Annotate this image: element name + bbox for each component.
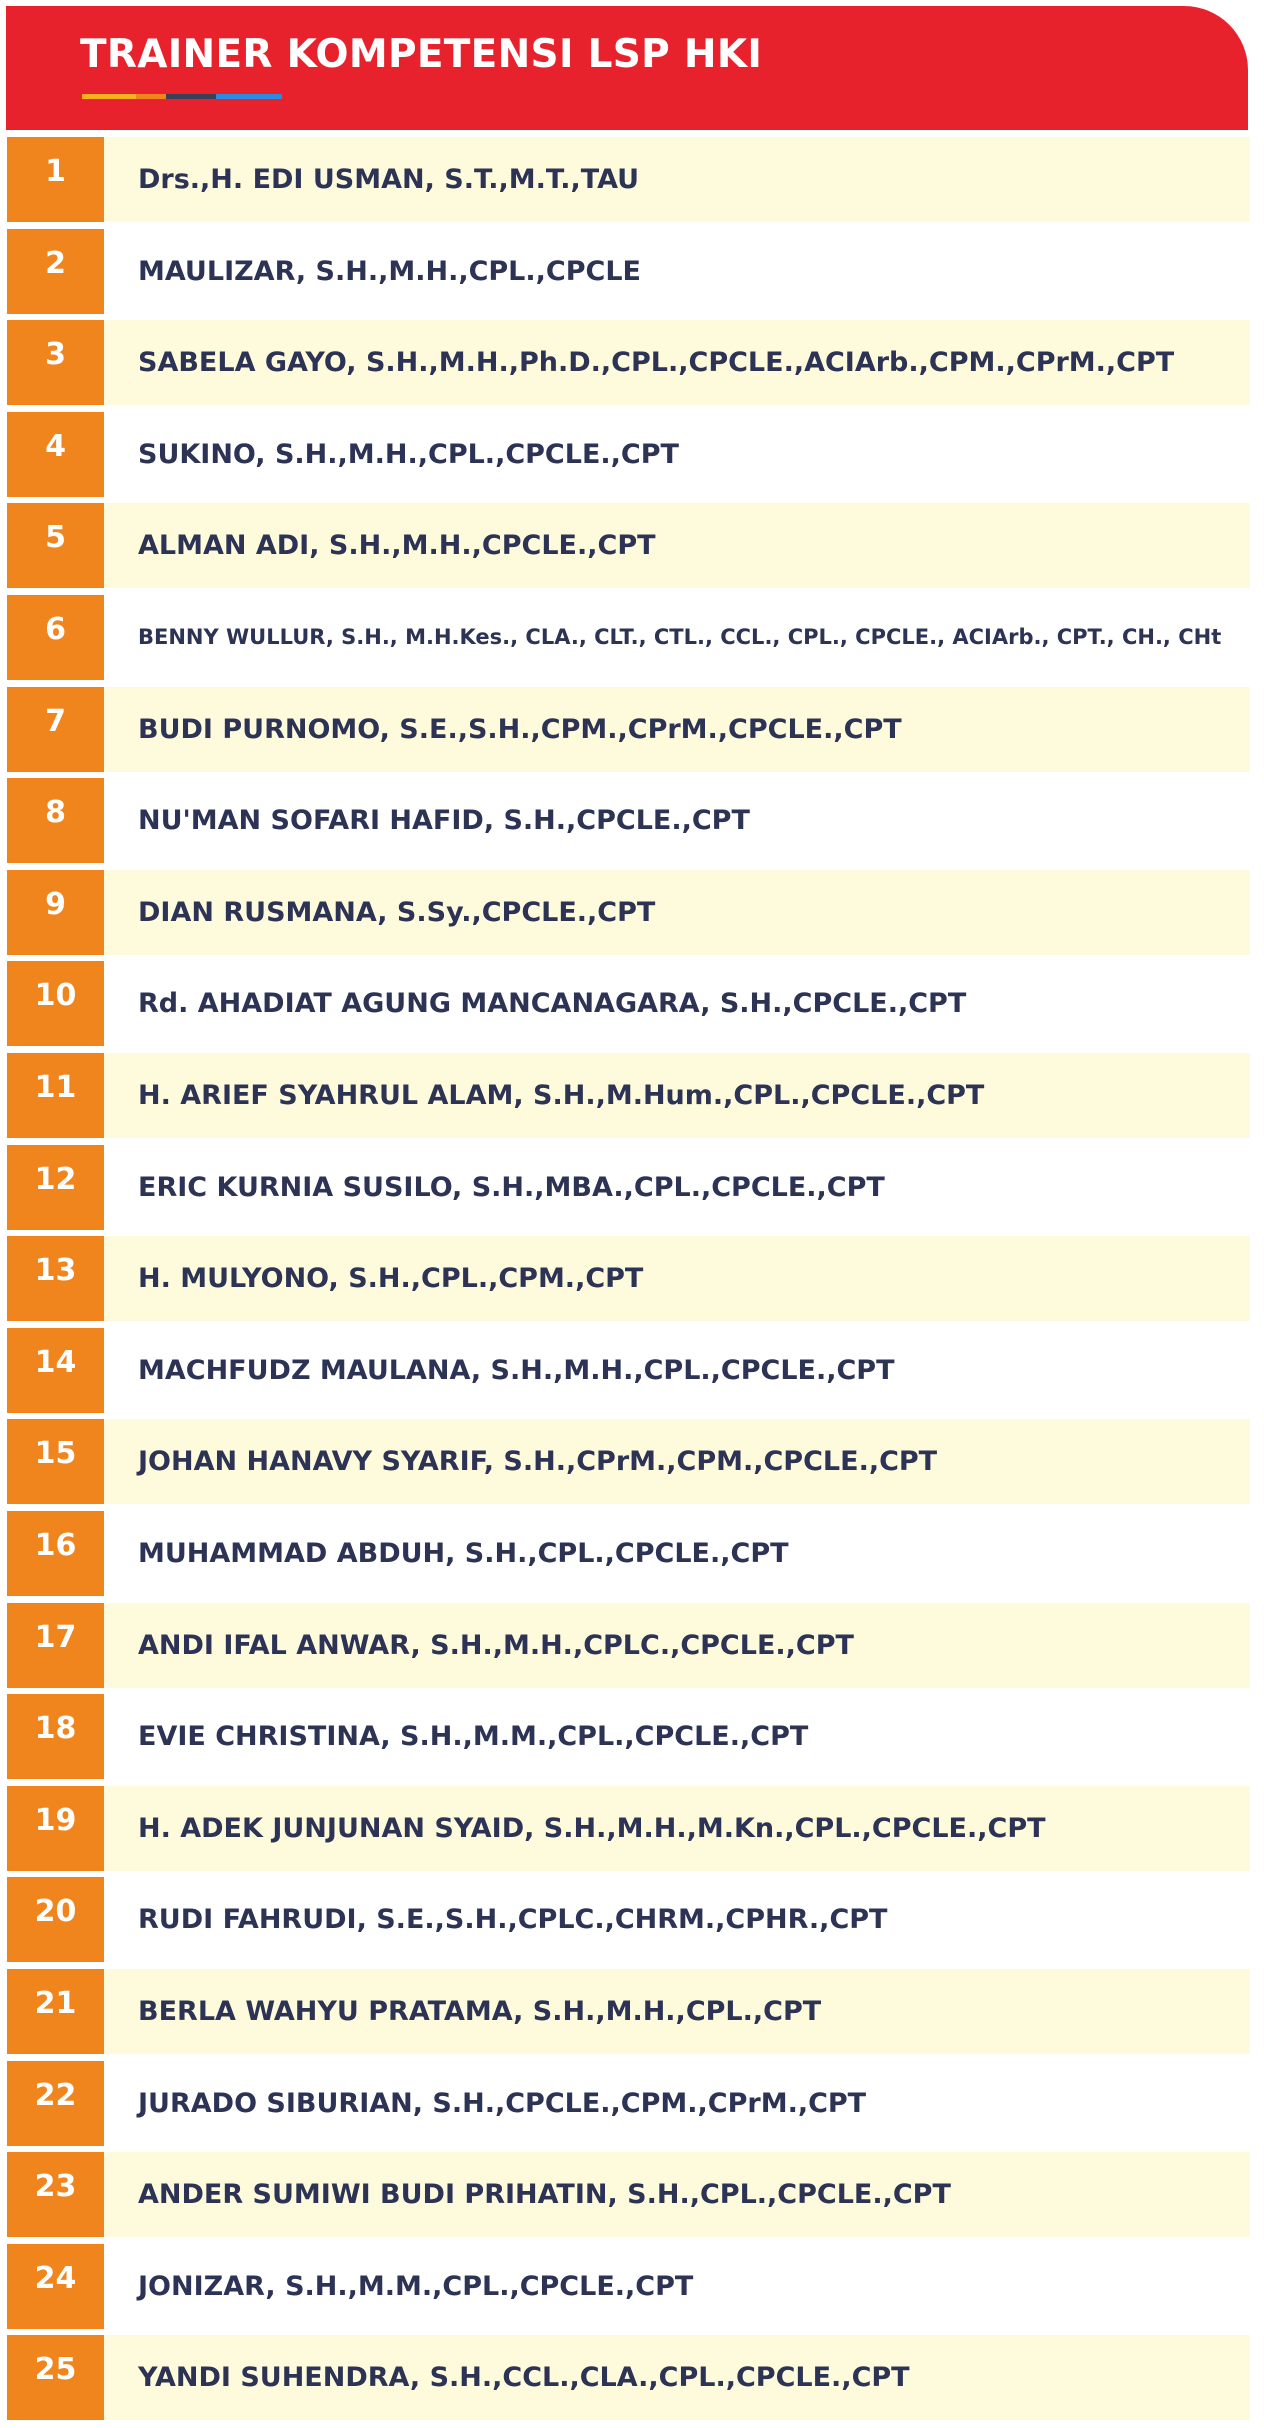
row-number: 6 — [7, 595, 104, 680]
trainer-name: ANDI IFAL ANWAR, S.H.,M.H.,CPLC.,CPCLE.,CPT — [138, 1630, 854, 1661]
trainer-name: NU'MAN SOFARI HAFID, S.H.,CPCLE.,CPT — [138, 805, 750, 836]
list-item — [0, 961, 1264, 1046]
row-number: 17 — [7, 1603, 104, 1688]
list-item — [0, 1969, 1264, 2054]
list-item — [0, 412, 1264, 497]
row-number: 8 — [7, 778, 104, 863]
row-number: 15 — [7, 1419, 104, 1504]
row-number: 19 — [7, 1786, 104, 1871]
trainer-name: DIAN RUSMANA, S.Sy.,CPCLE.,CPT — [138, 897, 656, 928]
trainer-name: BENNY WULLUR, S.H., M.H.Kes., CLA., CLT., CTL., CCL., CPL., CPCLE., ACIArb., CPT., CH., CHt — [138, 625, 1222, 649]
trainer-name: Rd. AHADIAT AGUNG MANCANAGARA, S.H.,CPCLE.,CPT — [138, 988, 967, 1019]
row-number: 22 — [7, 2061, 104, 2146]
list-item — [0, 1145, 1264, 1230]
row-number: 11 — [7, 1053, 104, 1138]
row-number: 14 — [7, 1328, 104, 1413]
list-item — [0, 1603, 1264, 1688]
row-number: 12 — [7, 1145, 104, 1230]
list-item — [0, 2244, 1264, 2329]
row-number: 10 — [7, 961, 104, 1046]
row-number: 23 — [7, 2152, 104, 2237]
trainer-name: MACHFUDZ MAULANA, S.H.,M.H.,CPL.,CPCLE.,CPT — [138, 1355, 895, 1386]
trainer-name: YANDI SUHENDRA, S.H.,CCL.,CLA.,CPL.,CPCLE.,CPT — [138, 2362, 910, 2393]
trainer-name: H. MULYONO, S.H.,CPL.,CPM.,CPT — [138, 1263, 644, 1294]
trainer-name: ANDER SUMIWI BUDI PRIHATIN, S.H.,CPL.,CPCLE.,CPT — [138, 2179, 951, 2210]
row-number: 7 — [7, 687, 104, 772]
trainer-name: EVIE CHRISTINA, S.H.,M.M.,CPL.,CPCLE.,CPT — [138, 1721, 809, 1752]
trainer-name: SUKINO, S.H.,M.H.,CPL.,CPCLE.,CPT — [138, 439, 679, 470]
list-item — [0, 1236, 1264, 1321]
row-number: 5 — [7, 503, 104, 588]
row-number: 18 — [7, 1694, 104, 1779]
trainer-name: H. ADEK JUNJUNAN SYAID, S.H.,M.H.,M.Kn.,CPL.,CPCLE.,CPT — [138, 1813, 1046, 1844]
trainer-name: ERIC KURNIA SUSILO, S.H.,MBA.,CPL.,CPCLE.,CPT — [138, 1172, 885, 1203]
trainer-name: JOHAN HANAVY SYARIF, S.H.,CPrM.,CPM.,CPCLE.,CPT — [138, 1446, 938, 1477]
trainer-name: Drs.,H. EDI USMAN, S.T.,M.T.,TAU — [138, 164, 640, 195]
trainer-name: RUDI FAHRUDI, S.E.,S.H.,CPLC.,CHRM.,CPHR.,CPT — [138, 1904, 888, 1935]
list-item — [0, 503, 1264, 588]
row-number: 13 — [7, 1236, 104, 1321]
row-number: 24 — [7, 2244, 104, 2329]
row-number: 16 — [7, 1511, 104, 1596]
list-item — [0, 1694, 1264, 1779]
list-item — [0, 1053, 1264, 1138]
trainer-name: ALMAN ADI, S.H.,M.H.,CPCLE.,CPT — [138, 530, 656, 561]
list-item — [0, 1511, 1264, 1596]
trainer-name: JURADO SIBURIAN, S.H.,CPCLE.,CPM.,CPrM.,CPT — [138, 2088, 867, 2119]
list-item — [0, 1328, 1264, 1413]
list-item — [0, 687, 1264, 772]
row-number: 9 — [7, 870, 104, 955]
row-number: 25 — [7, 2335, 104, 2420]
row-number: 3 — [7, 320, 104, 405]
list-item — [0, 1877, 1264, 1962]
trainer-name: MUHAMMAD ABDUH, S.H.,CPL.,CPCLE.,CPT — [138, 1538, 789, 1569]
row-number: 20 — [7, 1877, 104, 1962]
list-item — [0, 2335, 1264, 2420]
list-item — [0, 870, 1264, 955]
trainer-name: H. ARIEF SYAHRUL ALAM, S.H.,M.Hum.,CPL.,CPCLE.,CPT — [138, 1080, 985, 1111]
list-item — [0, 1786, 1264, 1871]
list-item — [0, 2152, 1264, 2237]
trainer-name: SABELA GAYO, S.H.,M.H.,Ph.D.,CPL.,CPCLE.,ACIArb.,CPM.,CPrM.,CPT — [138, 347, 1175, 378]
list-item — [0, 229, 1264, 314]
row-number: 2 — [7, 229, 104, 314]
list-item — [0, 320, 1264, 405]
trainer-name: JONIZAR, S.H.,M.M.,CPL.,CPCLE.,CPT — [138, 2271, 694, 2302]
trainer-name: BUDI PURNOMO, S.E.,S.H.,CPM.,CPrM.,CPCLE.,CPT — [138, 714, 902, 745]
trainer-name: MAULIZAR, S.H.,M.H.,CPL.,CPCLE — [138, 256, 641, 287]
row-number: 21 — [7, 1969, 104, 2054]
page-title: TRAINER KOMPETENSI LSP HKI — [80, 32, 763, 77]
trainer-name: BERLA WAHYU PRATAMA, S.H.,M.H.,CPL.,CPT — [138, 1996, 822, 2027]
row-number: 4 — [7, 412, 104, 497]
list-item — [0, 1419, 1264, 1504]
list-item — [0, 137, 1264, 222]
list-item — [0, 778, 1264, 863]
list-item — [0, 595, 1264, 680]
row-number: 1 — [7, 137, 104, 222]
list-item — [0, 2061, 1264, 2146]
